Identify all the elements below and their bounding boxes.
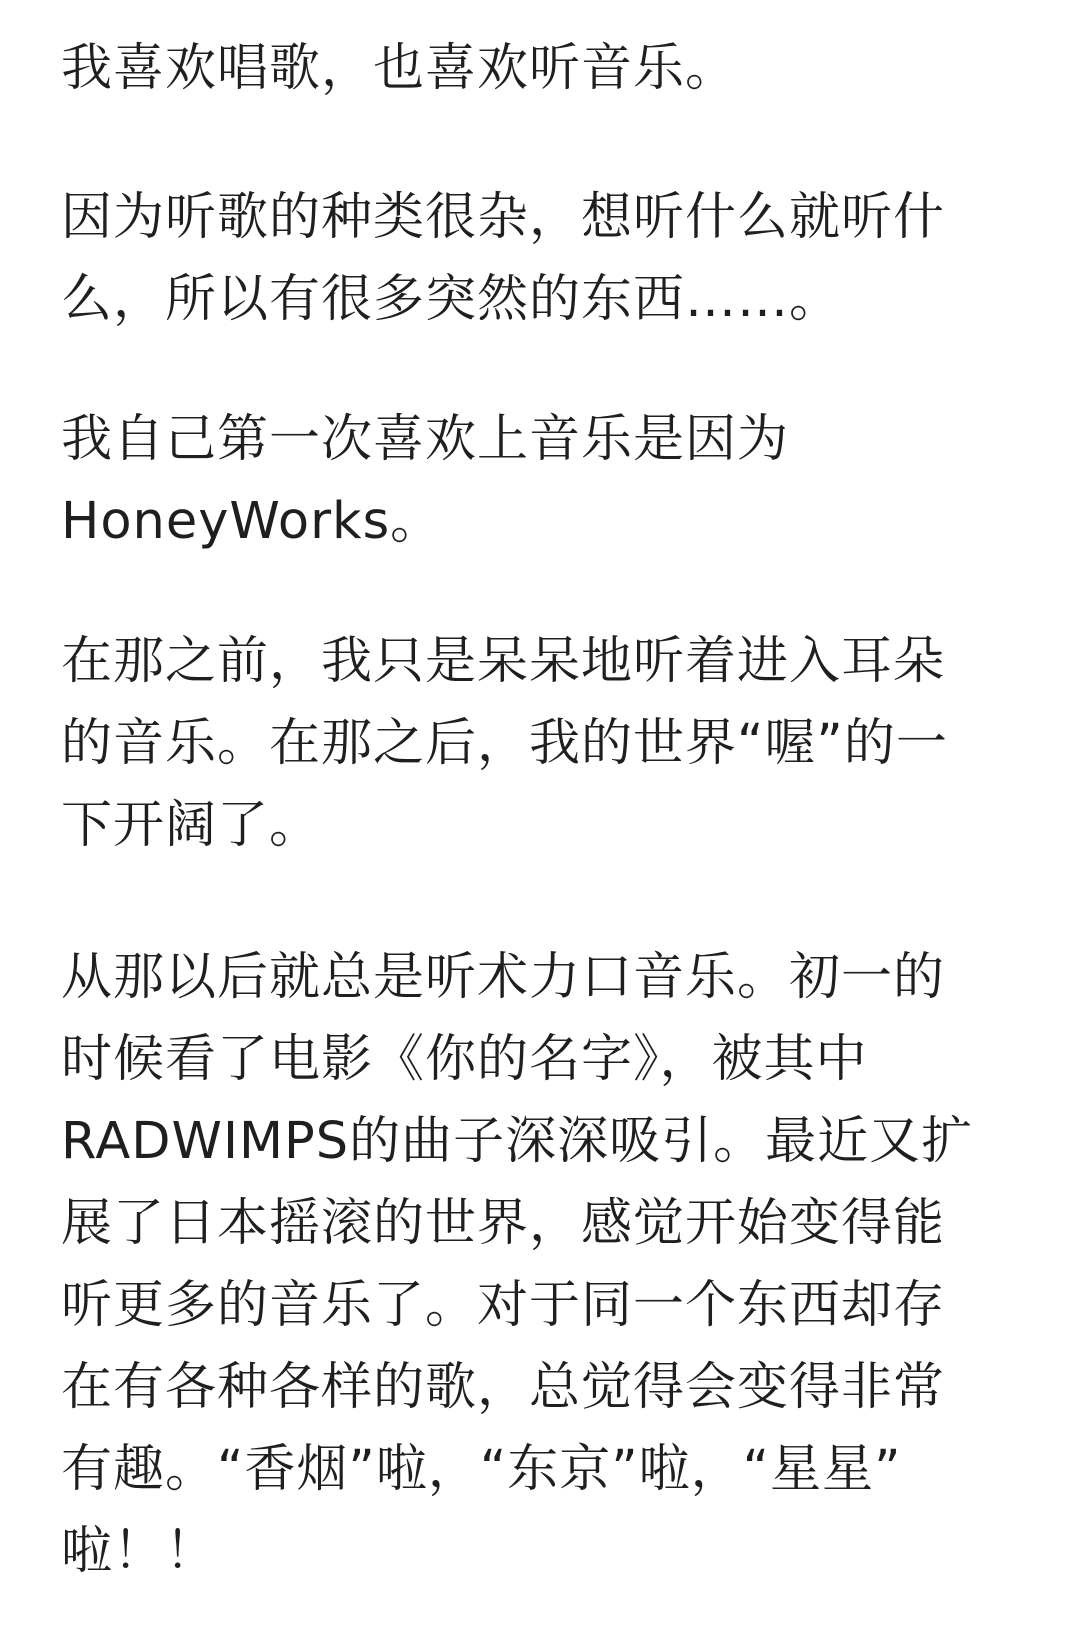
- paragraph-4: 在那之前，我只是呆呆地听着进入耳朵 的音乐。在那之后，我的世界“喔”的一 下开阔了。: [61, 632, 948, 855]
- paragraph-5: 从那以后就总是听术力口音乐。初一的 时候看了电影《你的名字》，被其中 RADWIMPS的曲子深深吸引。最近又扩 展了日本摇滚的世界，感觉开始变得能 听更多的音乐了。对于同一个东西却存 在有各种各样的歌，总觉得会变得非常 有趣。“香烟”啦，“东京”啦，“星星” 啦！！: [61, 948, 974, 1581]
- paragraph-1: 我喜欢唱歌，也喜欢听音乐。: [61, 39, 738, 98]
- paragraph-3: 我自己第一次喜欢上音乐是因为 HoneyWorks。: [61, 410, 790, 551]
- article-body: [61, 28, 1011, 1593]
- paragraph-2: 因为听歌的种类很杂，想听什么就听什 么，所以有很多突然的东西……。: [61, 188, 946, 329]
